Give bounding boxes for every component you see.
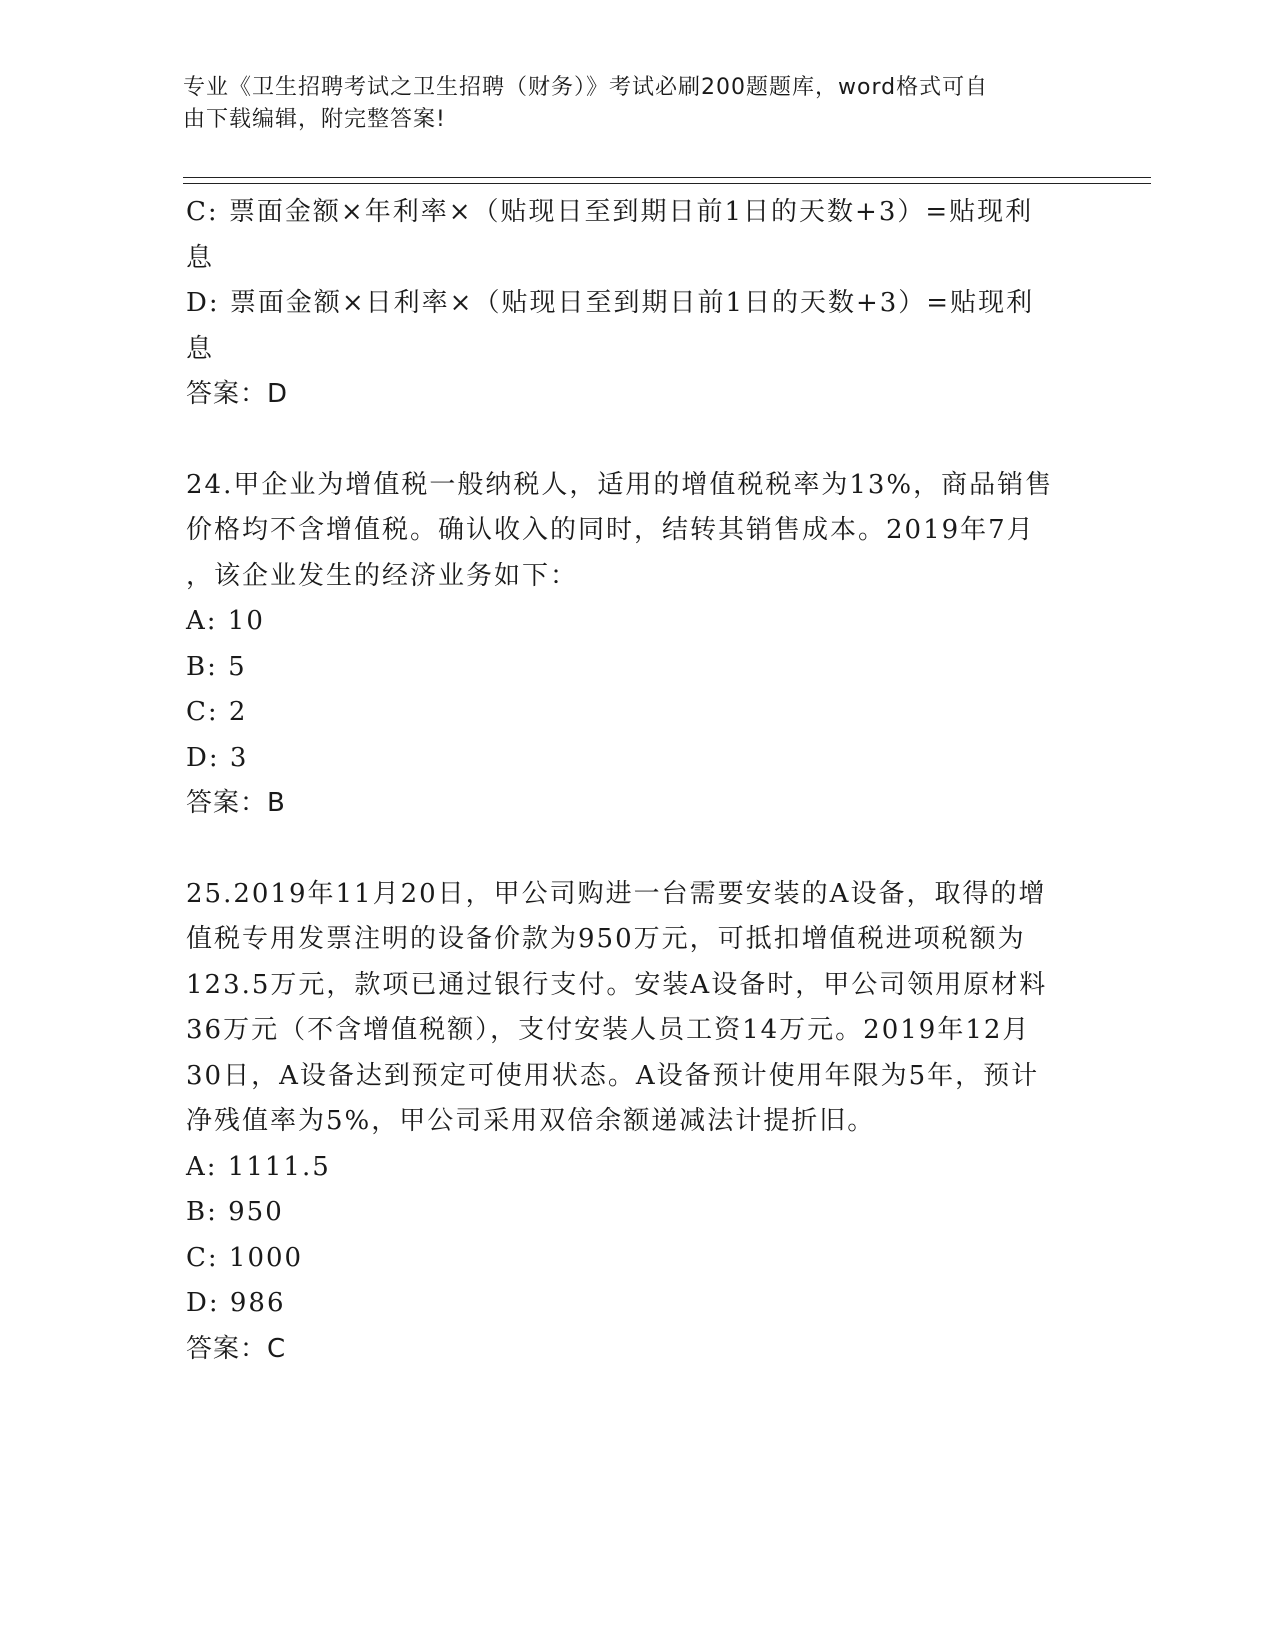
question-25-option-d: D: 986 — [186, 1288, 286, 1318]
question-25-text-line-2: 值税专用发票注明的设备价款为950万元，可抵扣增值税进项税额为 — [186, 924, 1026, 954]
header-line-1: 专业《卫生招聘考试之卫生招聘（财务）》考试必刷200题题库，word格式可自 — [183, 75, 989, 100]
question-25-block — [186, 872, 1086, 1373]
previous-question-block — [186, 190, 1086, 418]
option-c-line-2: 息 — [186, 242, 215, 273]
question-24-block — [186, 463, 1086, 827]
question-25-text-line-1: 25.2019年11月20日，甲公司购进一台需要安装的A设备，取得的增 — [186, 878, 1047, 909]
question-24-text-line-2: 价格均不含增值税。确认收入的同时，结转其销售成本。2019年7月 — [186, 515, 1035, 545]
header-divider-top — [183, 177, 1151, 178]
spacer — [186, 418, 1086, 463]
option-d-line-2: 息 — [186, 333, 215, 364]
question-25-option-c: C: 1000 — [186, 1242, 304, 1273]
question-25-text-line-3: 123.5万元，款项已通过银行支付。安装A设备时，甲公司领用原材料 — [186, 969, 1048, 1000]
question-24-text-line-1: 24.甲企业为增值税一般纳税人，适用的增值税税率为13%，商品销售 — [186, 469, 1054, 500]
header-line-2: 由下载编辑，附完整答案! — [183, 107, 446, 132]
header-divider-bottom — [183, 183, 1151, 184]
question-24-option-d: D: 3 — [186, 742, 249, 773]
option-d-line-1: D: 票面金额×日利率×（贴现日至到期日前1日的天数+3）=贴现利 — [186, 288, 1035, 318]
question-25-option-a: A: 1111.5 — [186, 1151, 331, 1182]
question-25-text-line-6: 净残值率为5%，甲公司采用双倍余额递减法计提折旧。 — [186, 1106, 876, 1136]
question-24-answer: 答案：B — [186, 788, 286, 818]
answer-line: 答案：D — [186, 379, 289, 409]
question-25-option-b: B: 950 — [186, 1197, 284, 1227]
question-25-text-line-5: 30日，A设备达到预定可使用状态。A设备预计使用年限为5年，预计 — [186, 1060, 1040, 1091]
spacer — [186, 827, 1086, 872]
question-24-option-b: B: 5 — [186, 651, 247, 682]
question-24-option-a: A: 10 — [186, 606, 265, 636]
option-c-line-1: C: 票面金额×年利率×（贴现日至到期日前1日的天数+3）=贴现利 — [186, 197, 1034, 227]
question-24-option-c: C: 2 — [186, 697, 248, 727]
question-25-answer: 答案：C — [186, 1333, 287, 1364]
document-header — [183, 72, 1063, 136]
question-24-text-line-3: ，该企业发生的经济业务如下： — [186, 560, 579, 591]
question-25-text-line-4: 36万元（不含增值税额），支付安装人员工资14万元。2019年12月 — [186, 1015, 1031, 1045]
document-body — [186, 190, 1086, 1372]
